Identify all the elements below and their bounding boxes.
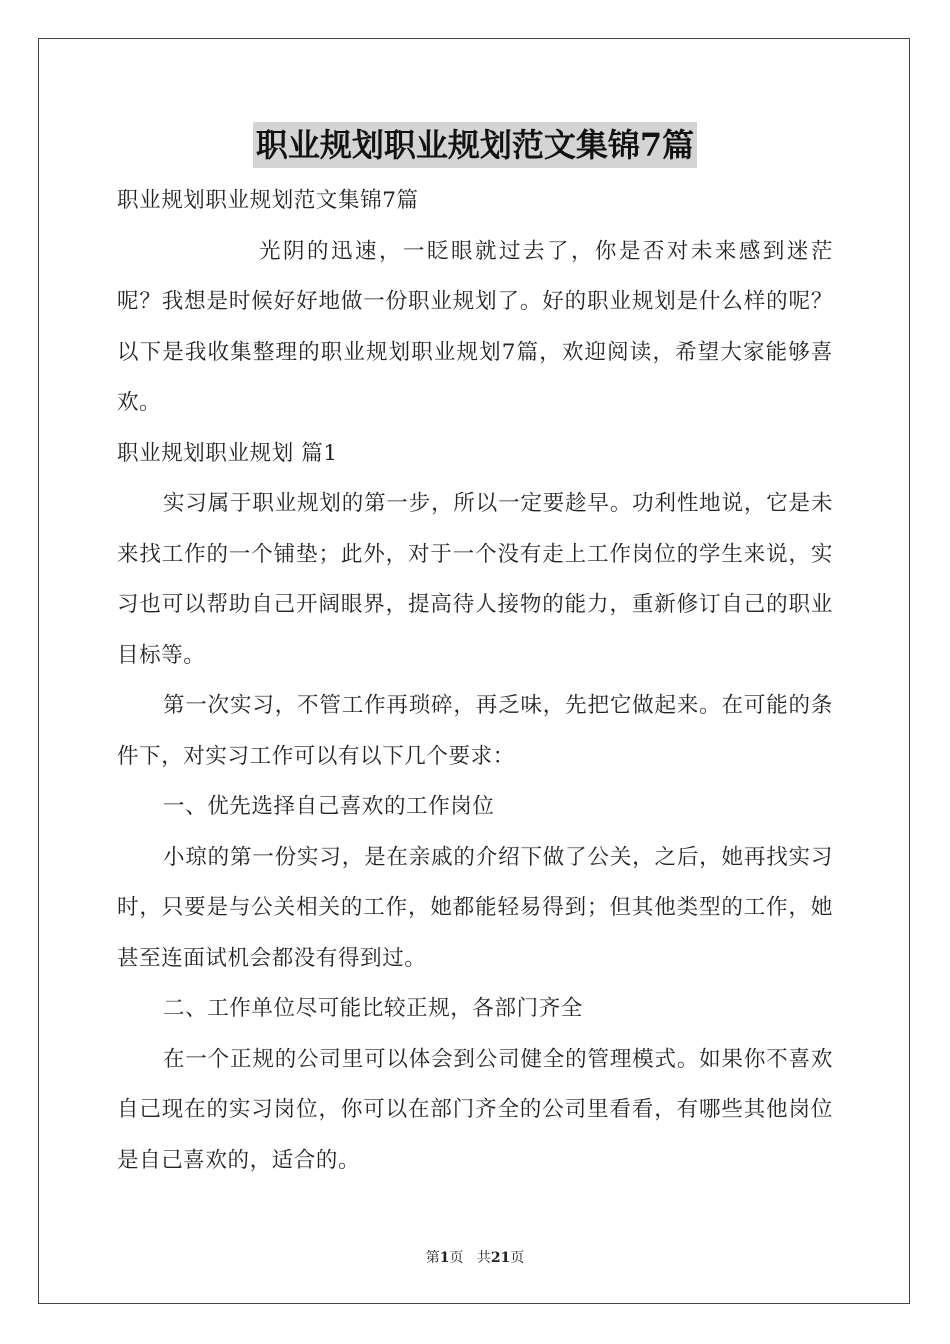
footer-total-pages: 21 (490, 1250, 511, 1266)
body-paragraph: 小琼的第一份实习，是在亲戚的介绍下做了公关，之后，她再找实习时，只要是与公关相关的工作，她都能轻易得到；但其他类型的工作，她甚至连面试机会都没有得到过。 (117, 844, 833, 971)
body-paragraph: 实习属于职业规划的第一步，所以一定要趁早。功利性地说，它是未来找工作的一个铺垫；此外，对于一个没有走上工作岗位的学生来说，实习也可以帮助自己开阔眼界，提高待人接物的能力，重新修订自己的职业目标等。 (117, 491, 833, 668)
list-heading: 一、优先选择自己喜欢的工作岗位 (163, 794, 495, 819)
footer-page-suffix: 页 (449, 1250, 464, 1266)
page-footer (0, 1247, 950, 1267)
footer-page-number: 1 (439, 1250, 450, 1266)
document-body (117, 176, 833, 1186)
footer-page-prefix: 第 (425, 1250, 440, 1266)
subtitle-line: 职业规划职业规划范文集锦7篇 (117, 188, 419, 213)
footer-total-suffix: 页 (510, 1250, 525, 1266)
title-area (0, 122, 950, 168)
body-paragraph: 第一次实习，不管工作再琐碎，再乏味，先把它做起来。在可能的条件下，对实习工作可以有以下几个要求： (117, 693, 833, 769)
document-title: 职业规划职业规划范文集锦7篇 (253, 122, 697, 168)
footer-total-prefix: 共 (476, 1250, 491, 1266)
section-heading: 职业规划职业规划 篇1 (117, 440, 338, 466)
intro-paragraph: 光阴的迅速，一眨眼就过去了，你是否对未来感到迷茫呢？我想是时候好好地做一份职业规划了。好的职业规划是什么样的呢？以下是我收集整理的职业规划职业规划7篇，欢迎阅读，希望大家能够喜欢。 (117, 238, 833, 415)
list-heading: 二、工作单位尽可能比较正规，各部门齐全 (163, 996, 583, 1021)
body-paragraph: 在一个正规的公司里可以体会到公司健全的管理模式。如果你不喜欢自己现在的实习岗位，你可以在部门齐全的公司里看看，有哪些其他岗位是自己喜欢的，适合的。 (117, 1046, 833, 1173)
